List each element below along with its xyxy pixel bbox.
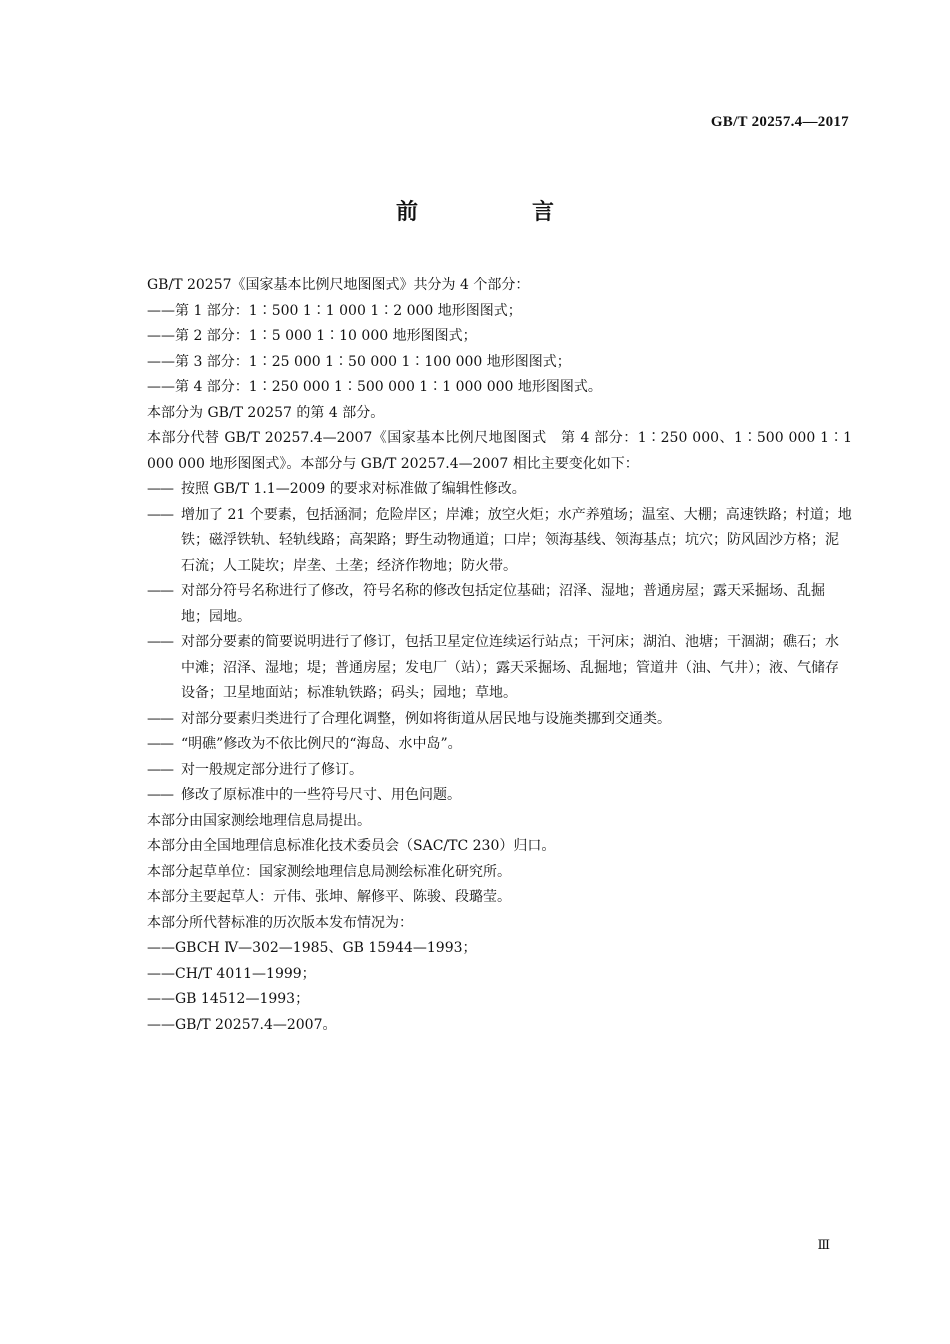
dash: —— (147, 787, 173, 803)
dash: —— (147, 353, 175, 370)
change-text: 对部分符号名称进行了修改，符号名称的修改包括定位基础；沼泽、湿地；普通房屋；露天采掘场、乱掘地；园地。 (181, 583, 825, 625)
change-item (147, 783, 852, 809)
history-item (147, 936, 852, 962)
part-item (147, 350, 852, 376)
history-text: CH/T 4011—1999； (175, 965, 316, 982)
centralized-by-paragraph: 本部分由全国地理信息标准化技术委员会（SAC/TC 230）归口。 (147, 838, 556, 854)
dash: —— (147, 634, 173, 650)
dash: —— (147, 481, 173, 497)
change-text: 对一般规定部分进行了修订。 (181, 761, 363, 778)
change-text: 按照 GB/T 1.1—2009 的要求对标准做了编辑性修改。 (181, 481, 526, 497)
history-text: GBCH Ⅳ—302—1985、GB 15944—1993； (175, 940, 477, 956)
intro-paragraph: GB/T 20257《国家基本比例尺地图图式》共分为 4 个部分： (147, 277, 530, 293)
page-title: 前 言 (395, 200, 600, 225)
this-part-paragraph: 本部分为 GB/T 20257 的第 4 部分。 (147, 404, 385, 421)
part-item (147, 324, 852, 350)
change-text: 增加了 21 个要素，包括涵洞；危险岸区；岸滩；放空火炬；水产养殖场；温室、大棚；高速铁路；村道；地铁；磁浮铁轨、轻轨线路；高架路；野生动物通道；口岸；领海基线、领海基点；坑穴；防风固沙方格；泥石流；人工陡坎；岸垄、土垄；经济作物地；防火带。 (181, 506, 852, 574)
changes-list (147, 477, 852, 809)
dash: —— (147, 991, 175, 1007)
history-intro-paragraph: 本部分所代替标准的历次版本发布情况为： (147, 914, 413, 931)
part-text: 第 4 部分：1∶250 000 1∶500 000 1∶1 000 000 地形图图式。 (175, 379, 602, 395)
dash: —— (147, 328, 175, 344)
dash: —— (147, 506, 173, 523)
foreword-body (147, 273, 852, 1038)
history-text: GB/T 20257.4—2007。 (175, 1016, 337, 1033)
change-item (147, 630, 852, 707)
replaces-paragraph: 本部分代替 GB/T 20257.4—2007《国家基本比例尺地图图式 第 4 部分：1∶250 000、1∶500 000 1∶1 000 000 地形图图式》。本部分与 GB/T 20257.4—2007 相比主要变化如下： (147, 430, 852, 472)
dash: —— (147, 965, 175, 982)
change-text: 修改了原标准中的一些符号尺寸、用色问题。 (181, 787, 461, 803)
dash: —— (147, 940, 175, 956)
part-item (147, 299, 852, 325)
dash: —— (147, 736, 173, 752)
change-item (147, 707, 852, 733)
parts-list (147, 299, 852, 401)
change-item (147, 503, 852, 580)
dash: —— (147, 379, 175, 395)
standard-number: GB/T 20257.4—2017 (710, 114, 849, 130)
dash: —— (147, 710, 173, 727)
history-text: GB 14512—1993； (175, 991, 310, 1007)
part-text: 第 3 部分：1∶25 000 1∶50 000 1∶100 000 地形图图式； (175, 353, 571, 370)
history-item (147, 1013, 852, 1039)
dash: —— (147, 761, 173, 778)
part-item (147, 375, 852, 401)
dash: —— (147, 1016, 175, 1033)
change-text: 对部分要素归类进行了合理化调整，例如将街道从居民地与设施类挪到交通类。 (181, 710, 671, 727)
history-list (147, 936, 852, 1038)
change-text: “明礁”修改为不依比例尺的“海岛、水中岛”。 (181, 736, 462, 752)
change-item (147, 758, 852, 784)
change-item (147, 579, 852, 630)
drafting-unit-paragraph: 本部分起草单位：国家测绘地理信息局测绘标准化研究所。 (147, 863, 511, 880)
dash: —— (147, 583, 173, 599)
page-number: Ⅲ (817, 1237, 830, 1252)
part-text: 第 2 部分：1∶5 000 1∶10 000 地形图图式； (175, 328, 477, 344)
change-item (147, 477, 852, 503)
history-item (147, 987, 852, 1013)
history-item (147, 962, 852, 988)
part-text: 第 1 部分：1∶500 1∶1 000 1∶2 000 地形图图式； (175, 302, 522, 319)
dash: —— (147, 302, 175, 319)
proposed-by-paragraph: 本部分由国家测绘地理信息局提出。 (147, 812, 371, 829)
change-text: 对部分要素的简要说明进行了修订，包括卫星定位连续运行站点；干河床；湖泊、池塘；干涸湖；礁石；水中滩；沼泽、湿地；堤；普通房屋；发电厂（站）；露天采掘场、乱掘地；管道井（油、气井）；液、气储存设备；卫星地面站；标准轨铁路；码头；园地；草地。 (181, 634, 839, 701)
change-item (147, 732, 852, 758)
drafters-paragraph: 本部分主要起草人：亓伟、张坤、解修平、陈骏、段璐莹。 (147, 889, 511, 905)
